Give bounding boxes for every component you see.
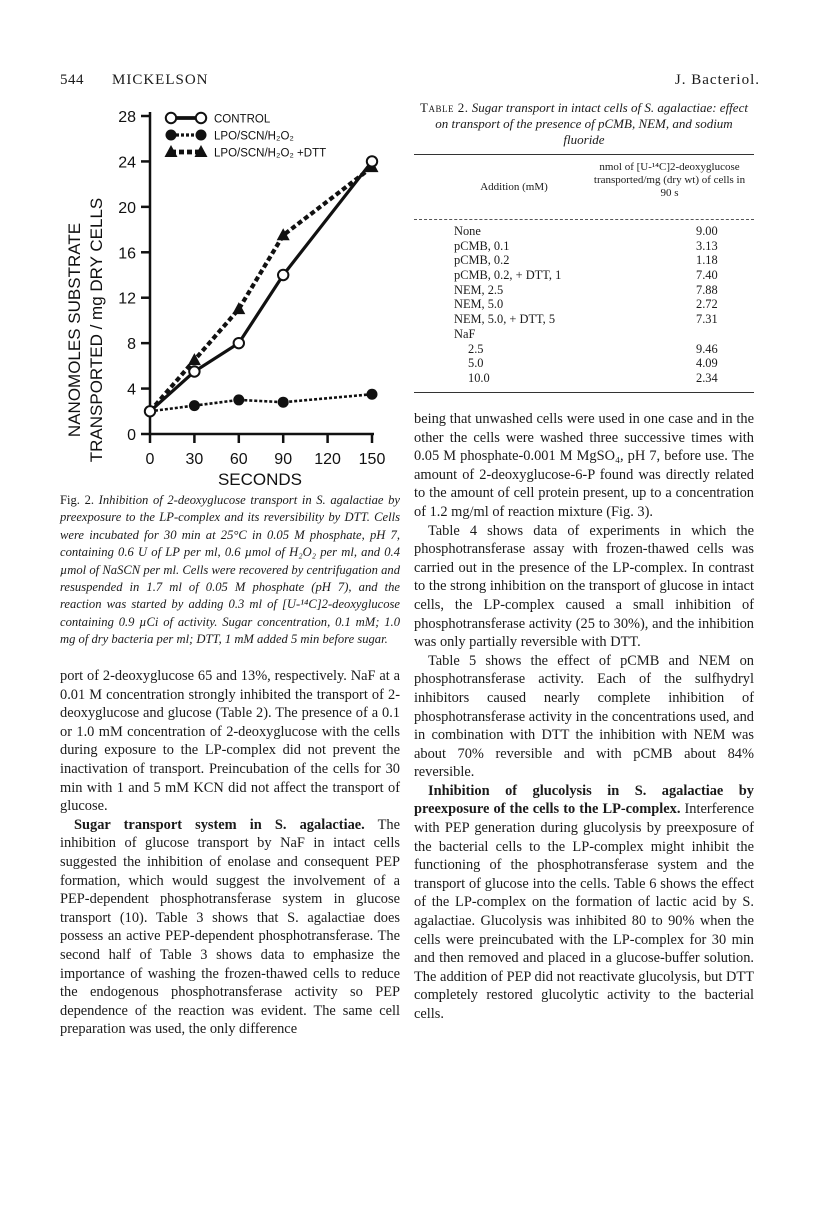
section-heading-sugar-transport: Sugar transport system in S. agalactiae.: [74, 816, 365, 833]
y-tick-label: 20: [118, 199, 136, 217]
table-row: [414, 327, 754, 342]
row-value: 1.18: [696, 253, 718, 268]
series-1: [150, 389, 378, 412]
right-column-body: [414, 410, 754, 1024]
legend-label: LPO/SCN/H₂O₂ +DTT: [214, 147, 327, 160]
series-line: [150, 394, 372, 411]
running-header: [60, 72, 760, 92]
y-tick-label: 4: [127, 381, 136, 399]
figure-caption: [60, 492, 400, 649]
right-paragraph-2: Table 4 shows data of experiments in which the phosphotransferase assay with frozen-thawed cells was carried out in the presence of the LP-complex. In contrast to the strong inhibition on the transport of glucose in intact cells, the LP-complex caused a small inhibition of phosphotransferase activity (25 to 30%), and the inhibition was only partially reversible with DTT.: [414, 522, 754, 651]
legend-label: CONTROL: [214, 113, 271, 126]
y-axis-label-line2: TRANSPORTED / mg DRY CELLS: [87, 197, 106, 463]
table-row: [414, 239, 754, 254]
right-paragraph-4: [414, 782, 754, 1024]
legend-entry: [166, 130, 294, 143]
data-point: [189, 400, 200, 411]
x-tick-label: 0: [145, 451, 155, 468]
row-label: 10.0: [468, 370, 490, 385]
data-point: [145, 406, 155, 416]
row-value: 3.13: [696, 238, 718, 253]
x-axis-label: SECONDS: [217, 470, 303, 489]
chart-axes: [118, 109, 385, 468]
table-row: [414, 356, 754, 371]
figure-caption-text: Inhibition of 2-deoxyglucose transport in S. agalactiae by preexposure to the LP-complex and its reversibility by DTT. Cells were incubated for 30 min at 25°C in 0.05 M phosphate, pH 7, containing 0.6 U of LP per ml, 0.6 µmol of H₂O₂ per ml, and 0.4 µmol of NaSCN per ml. Cells were recovered by centrifugation and resuspended in 1.7 ml of 0.05 M phosphate (pH 7), and the reaction was started by adding 0.3 ml of [U-¹⁴C]2-deoxyglucose containing 0.9 µCi of activity. Sugar concentration, 0.1 mM; 1.0 mg of dry bacteria per ml; DTT, 1 mM added 5 min before sugar.: [60, 493, 400, 647]
y-tick-label: 8: [127, 336, 136, 354]
table-row: [414, 283, 754, 298]
right-paragraph-1: being that unwashed cells were used in one case and in the other the cells were washed three successive times with 0.05 M phosphate-0.001 M MgSO₄, pH 7, before use. The amount of 2-deoxyglucose-6-P found was directly related to the amount of cell protein present, up to a concentration of 1.2 mg/ml of reaction mixture (Fig. 3).: [414, 411, 754, 520]
legend-entry: [165, 145, 327, 160]
data-point: [367, 389, 378, 400]
table-row: [414, 371, 754, 386]
table-col-header-addition: Addition (mM): [480, 181, 548, 193]
legend-label: LPO/SCN/H₂O₂: [214, 130, 294, 143]
row-label: NEM, 5.0: [454, 297, 504, 312]
figure-caption-label: Fig. 2.: [60, 493, 95, 507]
x-tick-label: 120: [314, 451, 341, 468]
figure-2-line-chart: [55, 98, 405, 490]
row-value: 9.00: [696, 224, 718, 238]
y-tick-label: 28: [118, 109, 136, 126]
x-tick-label: 60: [229, 451, 248, 468]
table-row: [414, 312, 754, 327]
table-2-body: [414, 220, 754, 386]
chart-legend: [165, 113, 327, 160]
table-2-title: [414, 100, 754, 148]
page-number: 544: [60, 72, 84, 88]
table-2-label: Table 2.: [420, 100, 469, 115]
row-value: 2.72: [696, 297, 718, 312]
section-heading-glucolysis: Inhibition of glucolysis in S. agalactiae by preexposure of the cells to the LP-complex.: [414, 782, 754, 818]
table-row: [414, 297, 754, 312]
y-axis-label-line1: NANOMOLES SUBSTRATE: [65, 222, 84, 438]
row-label: NEM, 5.0, + DTT, 5: [454, 312, 556, 327]
journal-name: J. Bacteriol.: [674, 72, 760, 88]
table-2-header: [414, 155, 754, 219]
data-point: [278, 270, 288, 280]
table-2: [414, 100, 754, 393]
table-row: [414, 253, 754, 268]
row-value: 2.34: [696, 370, 718, 385]
data-point: [189, 366, 199, 376]
legend-marker: [196, 130, 207, 141]
left-paragraph-1: port of 2-deoxyglucose 65 and 13%, respectively. NaF at a 0.01 M concentration strongly inhibited the transport of 2-deoxyglucose and glucose (Table 2). The presence of a 0.1 or 1.0 mM concentration of 2-deoxyglucose with the cells during exposure to the LP-complex did not prevent the inactivation of transport. Preincubation of the cells for 30 min with 1 and 5 mM KCN did not affect the transport of glucose.: [60, 668, 400, 815]
row-value: 7.40: [696, 268, 718, 283]
data-point: [233, 394, 244, 405]
right-paragraph-3: Table 5 shows the effect of pCMB and NEM on phosphotransferase activity. Each of the sulfhydryl inhibitors caused nearly complete inhibition of phosphotransferase activity in the concentrations used, and in combination with DTT the inhibition with NEM was about 70% reversible and with pCMB about 84% reversible.: [414, 652, 754, 781]
x-tick-label: 90: [274, 451, 293, 468]
row-label: 2.5: [468, 341, 484, 356]
table-row: [414, 342, 754, 357]
table-2-title-text: Sugar transport in intact cells of S. agalactiae: effect on transport of the presence of pCMB, NEM, and sodium fluoride: [435, 100, 748, 147]
row-label: None: [454, 224, 481, 238]
chart-series-layer: [145, 156, 379, 416]
row-label: pCMB, 0.2: [454, 253, 510, 268]
row-label: NaF: [454, 326, 476, 341]
row-value: 7.88: [696, 282, 718, 297]
row-label: pCMB, 0.1: [454, 238, 510, 253]
data-point: [278, 397, 289, 408]
table-row: [414, 268, 754, 283]
x-tick-label: 150: [358, 451, 386, 468]
table-bottom-rule: [414, 392, 754, 393]
legend-marker: [196, 113, 206, 123]
left-paragraph-2-text: The inhibition of glucose transport by NaF in intact cells suggested the inhibition of enolase and consequent PEP formation, which would suggest the involvement of a PEP-dependent phosphotransferase system in glucose transport (10). Table 3 shows that S. agalactiae does possess an active PEP-dependent phosphotransferase. The second half of Table 3 shows data to emphasize the importance of washing the frozen-thawed cells to reduce the endogenous phosphotransferase activity so PEP dependence of the reaction was evident. The same cell preparation was used, the only difference: [60, 816, 400, 1038]
data-point: [367, 156, 377, 166]
y-tick-label: 0: [127, 427, 136, 444]
left-column-body: [60, 667, 400, 1039]
y-tick-label: 24: [118, 154, 136, 172]
x-tick-label: 30: [185, 451, 204, 468]
data-point: [232, 302, 245, 314]
left-paragraph-2: [60, 816, 400, 1039]
legend-marker: [166, 130, 177, 141]
y-tick-label: 12: [118, 290, 136, 308]
row-value: 9.46: [696, 341, 718, 356]
running-author: MICKELSON: [112, 72, 209, 88]
table-row: [414, 224, 754, 239]
legend-marker: [166, 113, 176, 123]
row-label: 5.0: [468, 356, 484, 371]
data-point: [234, 338, 244, 348]
right-paragraph-4-text: Interference with PEP generation during glucolysis by preexposure of the bacterial cells to the LP-complex might inhibit the functioning of the phosphotransferase system and the transport of glucose into the cells. Table 6 shows the effect of the LP-complex on the formation of lactic acid by S. agalactiae. Glucolysis was inhibited 80 to 90% when the cells were preincubated with the LP-complex for 30 min and then removed and placed in a glucose-buffer solution. The addition of PEP did not reactivate glucolysis, but DTT completely restored glucolytic activity to the bacterial cells.: [414, 801, 754, 1022]
y-tick-label: 16: [118, 245, 136, 263]
row-label: pCMB, 0.2, + DTT, 1: [454, 268, 562, 283]
row-value: 4.09: [696, 356, 718, 371]
legend-entry: [166, 113, 271, 126]
row-label: NEM, 2.5: [454, 282, 504, 297]
row-value: 7.31: [696, 312, 718, 327]
table-col-header-transport: nmol of [U-¹⁴C]2-deoxyglucose transported/mg (dry wt) of cells in 90 s: [593, 161, 746, 199]
